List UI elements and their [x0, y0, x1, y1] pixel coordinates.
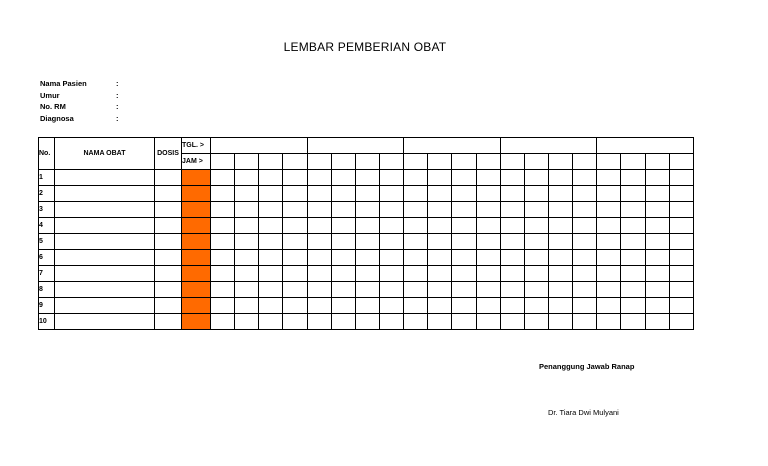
administration-cell	[548, 298, 572, 314]
administration-cell	[331, 266, 355, 282]
time-cell	[452, 154, 476, 170]
administration-cell	[211, 202, 235, 218]
highlight-cell	[182, 250, 211, 266]
administration-cell	[355, 202, 379, 218]
administration-cell	[524, 282, 548, 298]
date-cell	[500, 138, 597, 154]
dose-cell	[155, 218, 182, 234]
administration-cell	[476, 314, 500, 330]
administration-cell	[573, 202, 597, 218]
highlight-cell	[182, 170, 211, 186]
administration-cell	[331, 314, 355, 330]
date-cell	[404, 138, 501, 154]
dose-cell	[155, 186, 182, 202]
administration-cell	[379, 298, 403, 314]
administration-cell	[404, 202, 428, 218]
row-number: 8	[39, 282, 55, 298]
administration-cell	[331, 202, 355, 218]
administration-cell	[573, 218, 597, 234]
administration-cell	[548, 266, 572, 282]
administration-cell	[597, 186, 621, 202]
time-cell	[355, 154, 379, 170]
dose-cell	[155, 250, 182, 266]
administration-cell	[573, 314, 597, 330]
administration-cell	[211, 314, 235, 330]
administration-cell	[307, 250, 331, 266]
dose-cell	[155, 266, 182, 282]
administration-cell	[669, 266, 693, 282]
administration-cell	[548, 282, 572, 298]
administration-cell	[621, 170, 645, 186]
administration-cell	[548, 170, 572, 186]
administration-cell	[428, 202, 452, 218]
administration-cell	[669, 186, 693, 202]
table-row	[39, 218, 694, 234]
administration-cell	[500, 314, 524, 330]
administration-cell	[573, 298, 597, 314]
header-date-label: TGL. >	[182, 138, 211, 154]
table-row	[39, 282, 694, 298]
administration-cell	[428, 186, 452, 202]
administration-cell	[524, 298, 548, 314]
header-time-label: JAM >	[182, 154, 211, 170]
administration-cell	[573, 282, 597, 298]
administration-cell	[235, 218, 259, 234]
highlight-cell	[182, 282, 211, 298]
administration-cell	[259, 266, 283, 282]
administration-cell	[621, 314, 645, 330]
administration-cell	[645, 202, 669, 218]
administration-cell	[645, 314, 669, 330]
administration-cell	[331, 234, 355, 250]
highlight-cell	[182, 266, 211, 282]
administration-cell	[524, 314, 548, 330]
administration-cell	[379, 282, 403, 298]
administration-cell	[404, 314, 428, 330]
signature-title: Penanggung Jawab Ranap	[539, 362, 635, 371]
age-label: Umur	[40, 90, 60, 100]
table-row	[39, 202, 694, 218]
dose-cell	[155, 234, 182, 250]
patient-name-row	[40, 78, 119, 90]
row-number: 7	[39, 266, 55, 282]
time-cell	[404, 154, 428, 170]
administration-cell	[476, 250, 500, 266]
administration-cell	[307, 282, 331, 298]
administration-cell	[548, 234, 572, 250]
administration-cell	[500, 298, 524, 314]
administration-cell	[428, 218, 452, 234]
administration-cell	[452, 266, 476, 282]
administration-cell	[259, 282, 283, 298]
table-row	[39, 170, 694, 186]
patient-name-label: Nama Pasien	[40, 79, 87, 88]
administration-cell	[500, 218, 524, 234]
administration-cell	[645, 186, 669, 202]
administration-cell	[355, 250, 379, 266]
administration-cell	[379, 250, 403, 266]
administration-cell	[331, 218, 355, 234]
administration-cell	[669, 298, 693, 314]
medical-record-label: No. RM	[40, 102, 66, 111]
administration-cell	[355, 266, 379, 282]
administration-cell	[452, 298, 476, 314]
administration-cell	[524, 266, 548, 282]
administration-cell	[669, 314, 693, 330]
drug-name-cell	[55, 266, 155, 282]
administration-cell	[355, 218, 379, 234]
administration-cell	[379, 314, 403, 330]
administration-cell	[211, 218, 235, 234]
administration-cell	[524, 250, 548, 266]
time-cell	[645, 154, 669, 170]
time-cell	[379, 154, 403, 170]
administration-cell	[211, 170, 235, 186]
administration-cell	[621, 186, 645, 202]
administration-cell	[283, 250, 307, 266]
administration-cell	[307, 266, 331, 282]
administration-cell	[476, 218, 500, 234]
administration-cell	[235, 250, 259, 266]
time-cell	[331, 154, 355, 170]
time-cell	[573, 154, 597, 170]
dose-cell	[155, 282, 182, 298]
administration-cell	[428, 298, 452, 314]
administration-cell	[597, 266, 621, 282]
administration-cell	[259, 314, 283, 330]
administration-cell	[645, 282, 669, 298]
administration-cell	[597, 298, 621, 314]
date-cell	[307, 138, 404, 154]
administration-cell	[548, 202, 572, 218]
administration-cell	[307, 186, 331, 202]
patient-info	[40, 78, 119, 124]
administration-cell	[476, 298, 500, 314]
administration-cell	[283, 298, 307, 314]
administration-cell	[573, 170, 597, 186]
administration-cell	[669, 282, 693, 298]
administration-cell	[452, 314, 476, 330]
administration-cell	[283, 186, 307, 202]
time-cell	[548, 154, 572, 170]
time-cell	[500, 154, 524, 170]
age-row	[40, 90, 119, 102]
administration-cell	[259, 202, 283, 218]
administration-cell	[235, 282, 259, 298]
administration-cell	[428, 234, 452, 250]
administration-cell	[548, 314, 572, 330]
administration-cell	[235, 186, 259, 202]
administration-cell	[621, 250, 645, 266]
drug-name-cell	[55, 186, 155, 202]
administration-cell	[548, 218, 572, 234]
administration-cell	[235, 314, 259, 330]
administration-cell	[283, 218, 307, 234]
administration-cell	[621, 298, 645, 314]
medical-record-row	[40, 101, 119, 113]
dose-cell	[155, 314, 182, 330]
table-row	[39, 314, 694, 330]
row-number: 1	[39, 170, 55, 186]
administration-cell	[259, 186, 283, 202]
administration-cell	[597, 250, 621, 266]
signature-name: Dr. Tiara Dwi Mulyani	[548, 408, 619, 417]
administration-cell	[476, 266, 500, 282]
table-row	[39, 298, 694, 314]
administration-cell	[211, 234, 235, 250]
administration-cell	[379, 186, 403, 202]
administration-cell	[331, 282, 355, 298]
dose-cell	[155, 170, 182, 186]
administration-cell	[211, 250, 235, 266]
administration-cell	[428, 314, 452, 330]
administration-cell	[524, 234, 548, 250]
administration-cell	[355, 298, 379, 314]
header-row-date	[39, 138, 694, 154]
administration-cell	[307, 314, 331, 330]
date-cell	[597, 138, 694, 154]
administration-cell	[548, 186, 572, 202]
administration-cell	[235, 202, 259, 218]
drug-name-cell	[55, 234, 155, 250]
administration-cell	[307, 170, 331, 186]
administration-cell	[211, 298, 235, 314]
row-number: 6	[39, 250, 55, 266]
drug-name-cell	[55, 202, 155, 218]
administration-cell	[476, 202, 500, 218]
row-number: 5	[39, 234, 55, 250]
administration-cell	[235, 234, 259, 250]
administration-cell	[597, 218, 621, 234]
row-number: 2	[39, 186, 55, 202]
administration-cell	[331, 186, 355, 202]
page-title: LEMBAR PEMBERIAN OBAT	[283, 40, 447, 54]
administration-cell	[500, 170, 524, 186]
dose-cell	[155, 298, 182, 314]
time-cell	[524, 154, 548, 170]
drug-name-cell	[55, 218, 155, 234]
administration-cell	[621, 266, 645, 282]
highlight-cell	[182, 314, 211, 330]
administration-cell	[500, 250, 524, 266]
time-cell	[259, 154, 283, 170]
administration-cell	[379, 266, 403, 282]
administration-cell	[452, 170, 476, 186]
header-dose: DOSIS	[155, 138, 182, 170]
administration-cell	[597, 170, 621, 186]
time-cell	[283, 154, 307, 170]
diagnosis-row	[40, 113, 119, 125]
administration-cell	[355, 314, 379, 330]
administration-cell	[669, 250, 693, 266]
drug-name-cell	[55, 314, 155, 330]
drug-name-cell	[55, 170, 155, 186]
administration-cell	[404, 186, 428, 202]
administration-cell	[597, 202, 621, 218]
administration-cell	[259, 170, 283, 186]
administration-cell	[404, 218, 428, 234]
administration-cell	[283, 170, 307, 186]
time-cell	[211, 154, 235, 170]
administration-cell	[307, 298, 331, 314]
administration-cell	[379, 202, 403, 218]
header-no: No.	[39, 138, 55, 170]
time-cell	[476, 154, 500, 170]
dose-cell	[155, 202, 182, 218]
time-cell	[307, 154, 331, 170]
administration-cell	[669, 170, 693, 186]
date-cell	[211, 138, 308, 154]
administration-cell	[452, 202, 476, 218]
table-row	[39, 234, 694, 250]
administration-cell	[573, 234, 597, 250]
administration-cell	[428, 266, 452, 282]
administration-cell	[669, 218, 693, 234]
header-drug-name: NAMA OBAT	[55, 138, 155, 170]
time-cell	[597, 154, 621, 170]
administration-cell	[379, 218, 403, 234]
administration-cell	[331, 298, 355, 314]
administration-cell	[669, 202, 693, 218]
administration-cell	[404, 266, 428, 282]
row-number: 3	[39, 202, 55, 218]
administration-cell	[428, 282, 452, 298]
administration-cell	[645, 298, 669, 314]
time-cell	[669, 154, 693, 170]
diagnosis-label: Diagnosa	[40, 113, 74, 123]
administration-cell	[211, 266, 235, 282]
administration-cell	[500, 202, 524, 218]
administration-cell	[524, 202, 548, 218]
highlight-cell	[182, 186, 211, 202]
row-number: 10	[39, 314, 55, 330]
drug-name-cell	[55, 282, 155, 298]
administration-cell	[621, 282, 645, 298]
administration-cell	[355, 282, 379, 298]
administration-cell	[476, 282, 500, 298]
administration-cell	[331, 170, 355, 186]
administration-cell	[404, 298, 428, 314]
administration-cell	[597, 282, 621, 298]
time-cell	[621, 154, 645, 170]
administration-cell	[259, 298, 283, 314]
administration-cell	[597, 314, 621, 330]
administration-cell	[307, 218, 331, 234]
administration-cell	[283, 202, 307, 218]
highlight-cell	[182, 234, 211, 250]
administration-cell	[452, 282, 476, 298]
administration-cell	[452, 250, 476, 266]
administration-cell	[452, 186, 476, 202]
administration-cell	[235, 298, 259, 314]
administration-cell	[379, 234, 403, 250]
administration-cell	[331, 250, 355, 266]
administration-cell	[645, 250, 669, 266]
administration-cell	[259, 250, 283, 266]
administration-cell	[476, 186, 500, 202]
administration-cell	[428, 250, 452, 266]
administration-cell	[524, 218, 548, 234]
administration-cell	[645, 218, 669, 234]
highlight-cell	[182, 202, 211, 218]
administration-cell	[428, 170, 452, 186]
administration-cell	[211, 282, 235, 298]
colon: :	[116, 102, 119, 111]
administration-cell	[645, 266, 669, 282]
row-number: 4	[39, 218, 55, 234]
administration-cell	[283, 314, 307, 330]
colon: :	[116, 79, 119, 88]
medication-table	[38, 137, 694, 330]
administration-cell	[283, 234, 307, 250]
row-number: 9	[39, 298, 55, 314]
administration-cell	[573, 250, 597, 266]
administration-cell	[476, 170, 500, 186]
administration-cell	[355, 234, 379, 250]
administration-cell	[548, 250, 572, 266]
administration-cell	[669, 234, 693, 250]
administration-cell	[621, 234, 645, 250]
administration-cell	[524, 170, 548, 186]
administration-cell	[283, 266, 307, 282]
administration-cell	[211, 186, 235, 202]
administration-cell	[307, 202, 331, 218]
administration-cell	[404, 282, 428, 298]
administration-cell	[500, 282, 524, 298]
administration-cell	[573, 186, 597, 202]
administration-cell	[524, 186, 548, 202]
table-row	[39, 186, 694, 202]
administration-cell	[500, 186, 524, 202]
administration-cell	[235, 170, 259, 186]
administration-cell	[452, 218, 476, 234]
colon: :	[116, 90, 119, 100]
administration-cell	[283, 282, 307, 298]
administration-cell	[235, 266, 259, 282]
administration-cell	[500, 266, 524, 282]
drug-name-cell	[55, 298, 155, 314]
administration-cell	[452, 234, 476, 250]
administration-cell	[621, 218, 645, 234]
administration-cell	[404, 170, 428, 186]
colon: :	[116, 113, 119, 123]
administration-cell	[307, 234, 331, 250]
time-cell	[428, 154, 452, 170]
administration-cell	[645, 170, 669, 186]
administration-cell	[259, 234, 283, 250]
administration-cell	[597, 234, 621, 250]
administration-cell	[500, 234, 524, 250]
drug-name-cell	[55, 250, 155, 266]
administration-cell	[621, 202, 645, 218]
administration-cell	[355, 186, 379, 202]
administration-cell	[355, 170, 379, 186]
time-cell	[235, 154, 259, 170]
highlight-cell	[182, 218, 211, 234]
administration-cell	[645, 234, 669, 250]
administration-cell	[476, 234, 500, 250]
administration-cell	[573, 266, 597, 282]
highlight-cell	[182, 298, 211, 314]
administration-cell	[404, 234, 428, 250]
table-row	[39, 266, 694, 282]
administration-cell	[259, 218, 283, 234]
administration-cell	[379, 170, 403, 186]
administration-cell	[404, 250, 428, 266]
table-row	[39, 250, 694, 266]
